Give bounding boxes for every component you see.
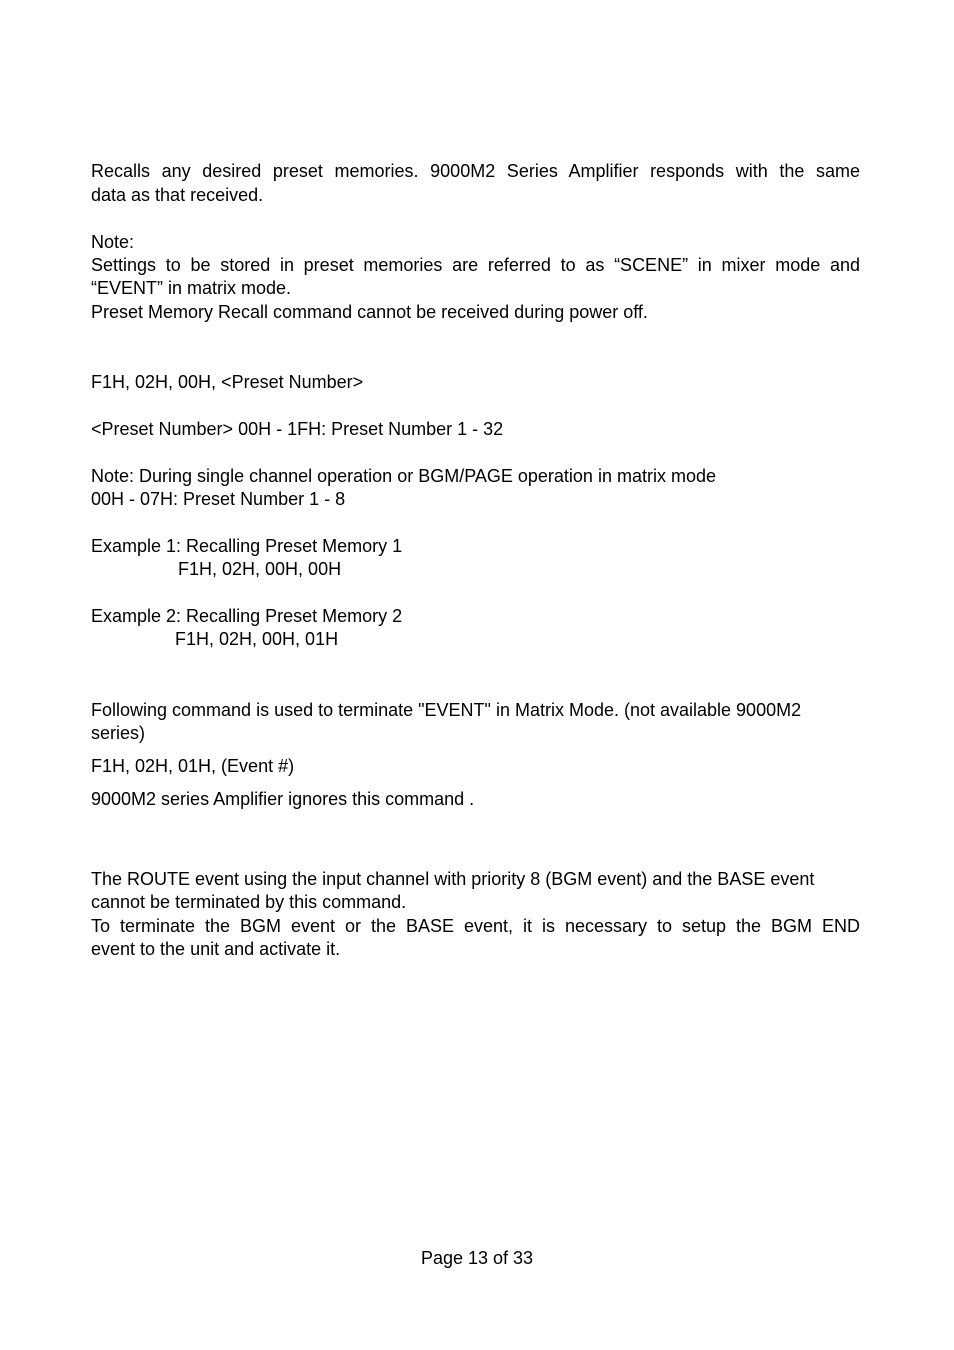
command-note-line-2: 00H - 07H: Preset Number 1 - 8 xyxy=(91,489,346,509)
terminate-response: 9000M2 series Amplifier ignores this command . xyxy=(91,789,475,809)
example-2-code: F1H, 02H, 00H, 01H xyxy=(175,629,339,649)
terminate-command: F1H, 02H, 01H, (Event #) xyxy=(91,756,295,776)
page-number: Page 13 of 33 xyxy=(420,1248,534,1268)
example-1-title: Example 1: Recalling Preset Memory 1 xyxy=(91,536,403,556)
example-1-code: F1H, 02H, 00H, 00H xyxy=(178,559,342,579)
terminate-line-1: Following command is used to terminate "EVENT" in Matrix Mode. (not available 9000M2 xyxy=(91,700,802,720)
route-note-line-2: cannot be terminated by this command. xyxy=(91,892,407,912)
note-line-1: Settings to be stored in preset memories are referred to as “SCENE” in mixer mode and xyxy=(91,255,860,275)
description-line-2: data as that received. xyxy=(91,185,264,205)
note-heading: Note: xyxy=(91,232,135,252)
command-note-line-1: Note: During single channel operation or BGM/PAGE operation in matrix mode xyxy=(91,466,716,486)
route-note-line-4: event to the unit and activate it. xyxy=(91,939,341,959)
route-note-line-1: The ROUTE event using the input channel with priority 8 (BGM event) and the BASE event xyxy=(91,869,815,889)
route-note-line-3: To terminate the BGM event or the BASE event, it is necessary to setup the BGM END xyxy=(91,916,860,936)
command-range: <Preset Number> 00H - 1FH: Preset Number 1 - 32 xyxy=(91,419,504,439)
terminate-line-2: series) xyxy=(91,723,146,743)
description-line-1: Recalls any desired preset memories. 9000M2 Series Amplifier responds with the same xyxy=(91,161,860,181)
note-line-2: “EVENT” in matrix mode. xyxy=(91,278,292,298)
command-format: F1H, 02H, 00H, <Preset Number> xyxy=(91,372,364,392)
note-line-3: Preset Memory Recall command cannot be received during power off. xyxy=(91,302,648,322)
example-2-title: Example 2: Recalling Preset Memory 2 xyxy=(91,606,403,626)
